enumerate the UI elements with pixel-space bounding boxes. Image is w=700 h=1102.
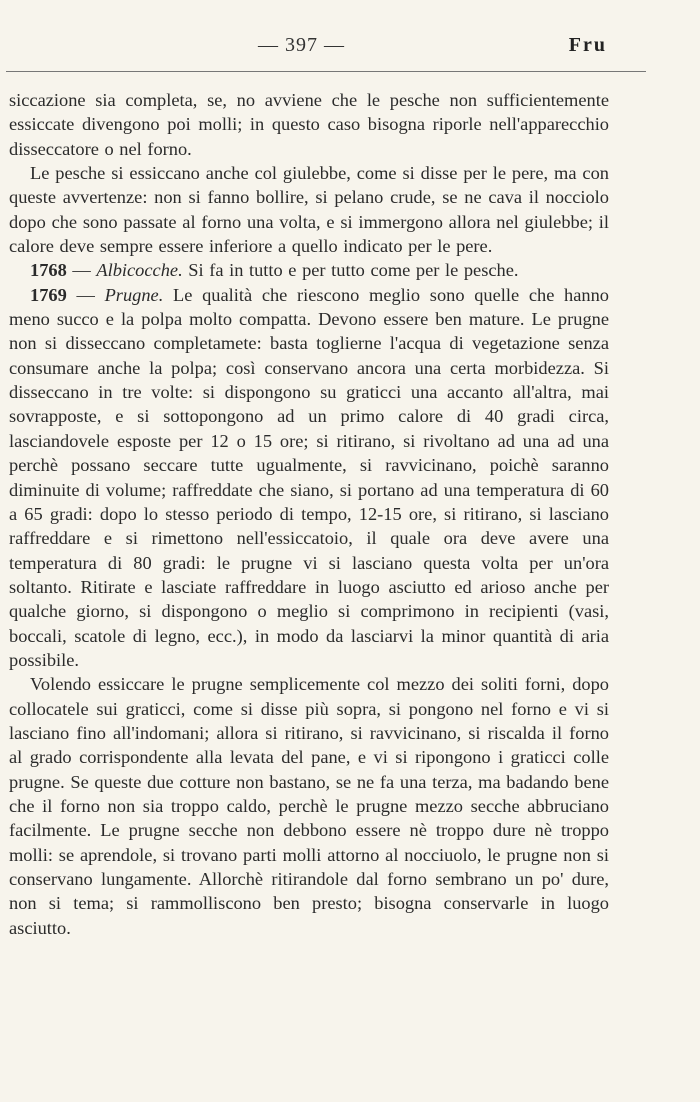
paragraph-continuation: siccazione sia completa, se, no avviene che le pesche non sufficientemente essiccate divengono poi molli; in questo caso bisogna riporle nell'apparecchio disseccatore o nel forno. [9,90,609,159]
entry-1769 [9,283,609,673]
paragraph-pesche-giulebbe: Le pesche si essiccano anche col giulebbe, come si disse per le pere, ma con queste avvertenze: non si fanno bollire, si pelano crude, se ne cava il nocciolo dopo che sono passate al forno una volta, e si immergono allora nel giulebbe; il calore deve sempre essere inferiore a quello indicato per le pere. [9,163,609,257]
entry-number: 1769 [30,284,67,305]
entry-dash: — [66,284,105,305]
running-head: Fru [568,34,607,56]
entry-text: Si fa in tutto e per tutto come per le pesche. [182,260,519,281]
entry-1768 [9,258,609,282]
entry-number: 1768 [30,260,67,281]
page-header [0,34,700,64]
entry-text: Le qualità che riescono meglio sono quelle che hanno meno succo e la polpa molto compatta. Devono essere ben mature. Le prugne non si disseccano completamete: basta toglierne l'acqua di vegetazione senza consumare anche la polpa; così conservano ancora una certa morbidezza. Si disseccano in tre volte: si dispongono su graticci una accanto all'altra, mai sovrapposte, e si sottopongono ad un primo calore di 40 gradi circa, lasciandovele esposte per 12 o 15 ore; si ritirano, si rivoltano ad una ad una perchè possano seccare tutte ugualmente, si ravvicinano, poichè saranno diminuite di volume; raffreddate che siano, si portano ad una temperatura di 60 a 65 gradi: dopo lo stesso periodo di tempo, 12-15 ore, si ritirano, si lasciano raffreddare e si rimettono nell'essiccatoio, il quale ora deve avere una temperatura di 80 gradi: le prugne vi si lasciano questa volta per un'ora soltanto. Ritirate e lasciate raffreddare in luogo asciutto ed arioso anche per qualche giorno, si dispongono o meglio si comprimono in recipienti (vasi, boccali, scatole di legno, ecc.), in modo da lasciarvi la minor quantità di aria possibile. [9,284,609,670]
entry-dash: — [66,260,97,281]
header-rule [6,71,646,72]
body-text [9,88,609,940]
entry-title: Albicocche. [96,260,183,281]
entry-title: Prugne. [104,284,164,305]
paragraph-prugne-forni: Volendo essiccare le prugne semplicemente col mezzo dei soliti forni, dopo collocatele sui graticci, come si disse più sopra, si pongono nel forno e vi si lasciano fino all'indomani; allora si ritirano, si ravvicinano, si riscalda il forno al grado corrispondente alla levata del pane, e vi si ripongono i graticci colle prugne. Se queste due cotture non bastano, se ne fa una terza, ma badando bene che il forno non sia troppo caldo, perchè le prugne mezzo secche abbruciano facilmente. Le prugne secche non debbono essere nè troppo dure nè troppo molli: se aprendole, si trovano parti molli attorno al nocciuolo, le prugne non si conservano lungamente. Allorchè ritirandole dal forno sembrano un po' dure, non si tema; si rammolliscono ben presto; bisogna conservarle in luogo asciutto. [9,674,609,938]
page-number: — 397 — [258,34,345,56]
